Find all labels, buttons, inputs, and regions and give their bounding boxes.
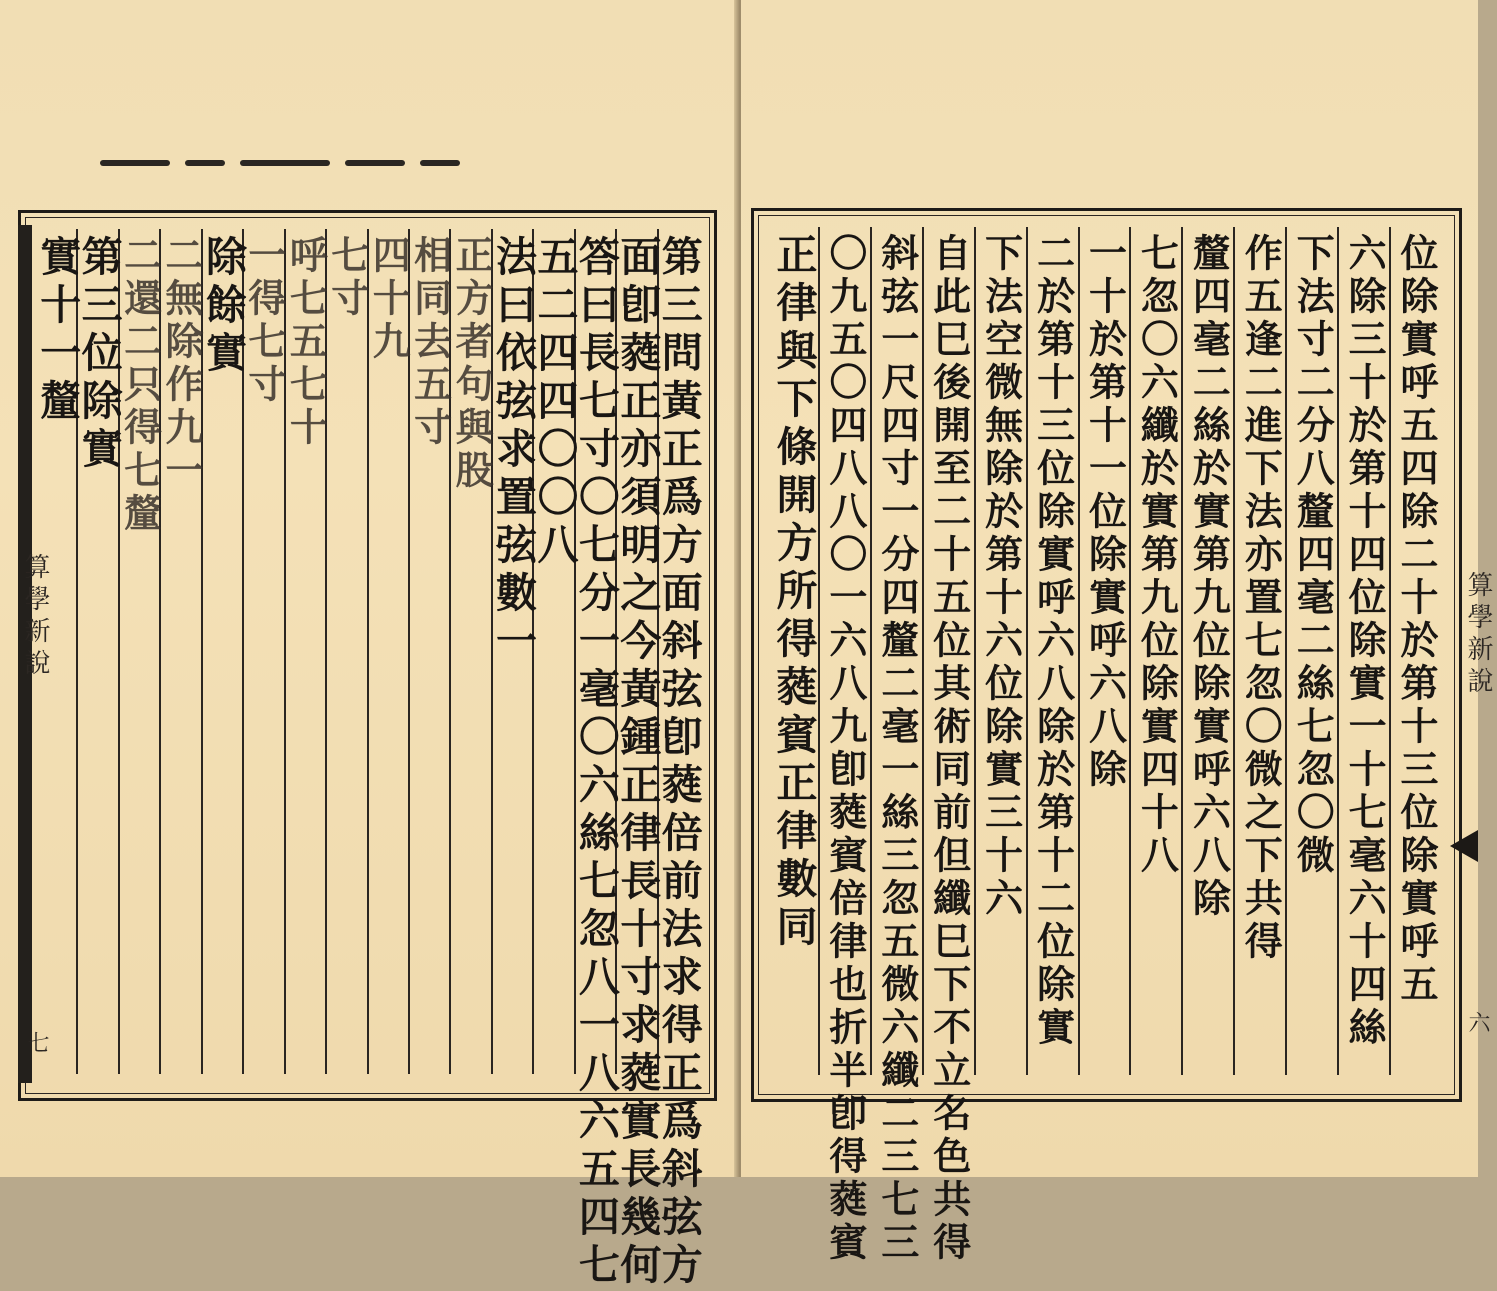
ink-smudge-decoration: [100, 152, 480, 174]
left-col-12: 除餘實: [201, 229, 242, 1074]
left-col-14: 二還二只得七釐: [118, 229, 159, 1074]
left-page-frame: [18, 210, 717, 1291]
right-col-9: 下法空微無除於第十六位除實三十六: [974, 227, 1026, 1075]
right-col-13: 正律與下條開方所得蕤賓正律數同: [769, 233, 818, 953]
left-col-15: 第三位除實: [76, 229, 117, 1074]
right-col-1: 位除實呼五四除二十於第十三位除實呼五: [1389, 227, 1441, 1075]
left-page-folio: 七: [24, 1031, 49, 1059]
right-col-11: 斜弦一尺四寸一分四釐二毫一絲三忽五微六纖二三七三: [870, 227, 922, 1075]
right-col-6: 七忽〇六纖於實第九位除實四十八: [1129, 227, 1181, 1075]
left-col-3: 答曰長七寸〇七分一毫〇六絲七忽八一八六五四七: [574, 229, 615, 1074]
left-col-4: 五二四四〇〇八: [532, 229, 573, 1074]
right-col-12: 〇九五〇四八八〇一六八九卽蕤賓倍律也折半卽得蕤賓: [818, 227, 870, 1075]
left-col-2: 面卽蕤正亦須明之今黃鍾正律長十寸求蕤實長幾何: [615, 229, 656, 1074]
left-page: [0, 0, 738, 1291]
left-col-1: 第三問黃正爲方面斜弦卽蕤倍前法求得正爲斜弦方: [657, 229, 698, 1074]
left-col-7: 相同去五寸: [408, 229, 449, 1074]
right-col-3: 下法寸二分八釐四毫二絲七忽〇微: [1285, 227, 1337, 1075]
right-col-2: 六除三十於第十四位除實一十七毫六十四絲: [1337, 227, 1389, 1075]
right-col-5: 釐四毫二絲於實第九位除實呼六八除: [1181, 227, 1233, 1075]
left-col-9: 七寸: [325, 229, 366, 1074]
right-page-folio: 六: [1465, 1011, 1490, 1039]
right-col-7: 一十於第十一位除實呼六八除: [1078, 227, 1130, 1075]
left-col-16: 實十一釐: [33, 235, 82, 427]
right-page-columns: [768, 227, 1441, 1265]
left-col-11: 一得七寸: [242, 229, 283, 1074]
left-col-8: 四十九: [367, 229, 408, 1074]
right-page: [741, 0, 1493, 1265]
right-col-8: 二於第十三位除實呼六八除於第十二位除實: [1026, 227, 1078, 1075]
left-col-5: 法曰依弦求置弦數一: [491, 229, 532, 1074]
right-col-4: 作五逢二進下法亦置七忽〇微之下共得: [1233, 227, 1285, 1075]
left-col-10: 呼七五七十: [284, 229, 325, 1074]
right-page-margin-title: 算學新說: [1463, 571, 1493, 699]
left-col-13: 二無除作九一: [159, 229, 200, 1074]
right-col-10: 自此巳後開至二十五位其術同前但纖巳下不立名色共得: [922, 227, 974, 1075]
right-page-frame: [751, 208, 1493, 1265]
left-page-margin-title: 算學新說: [20, 553, 50, 681]
left-col-6: 正方者句與股: [449, 229, 490, 1074]
